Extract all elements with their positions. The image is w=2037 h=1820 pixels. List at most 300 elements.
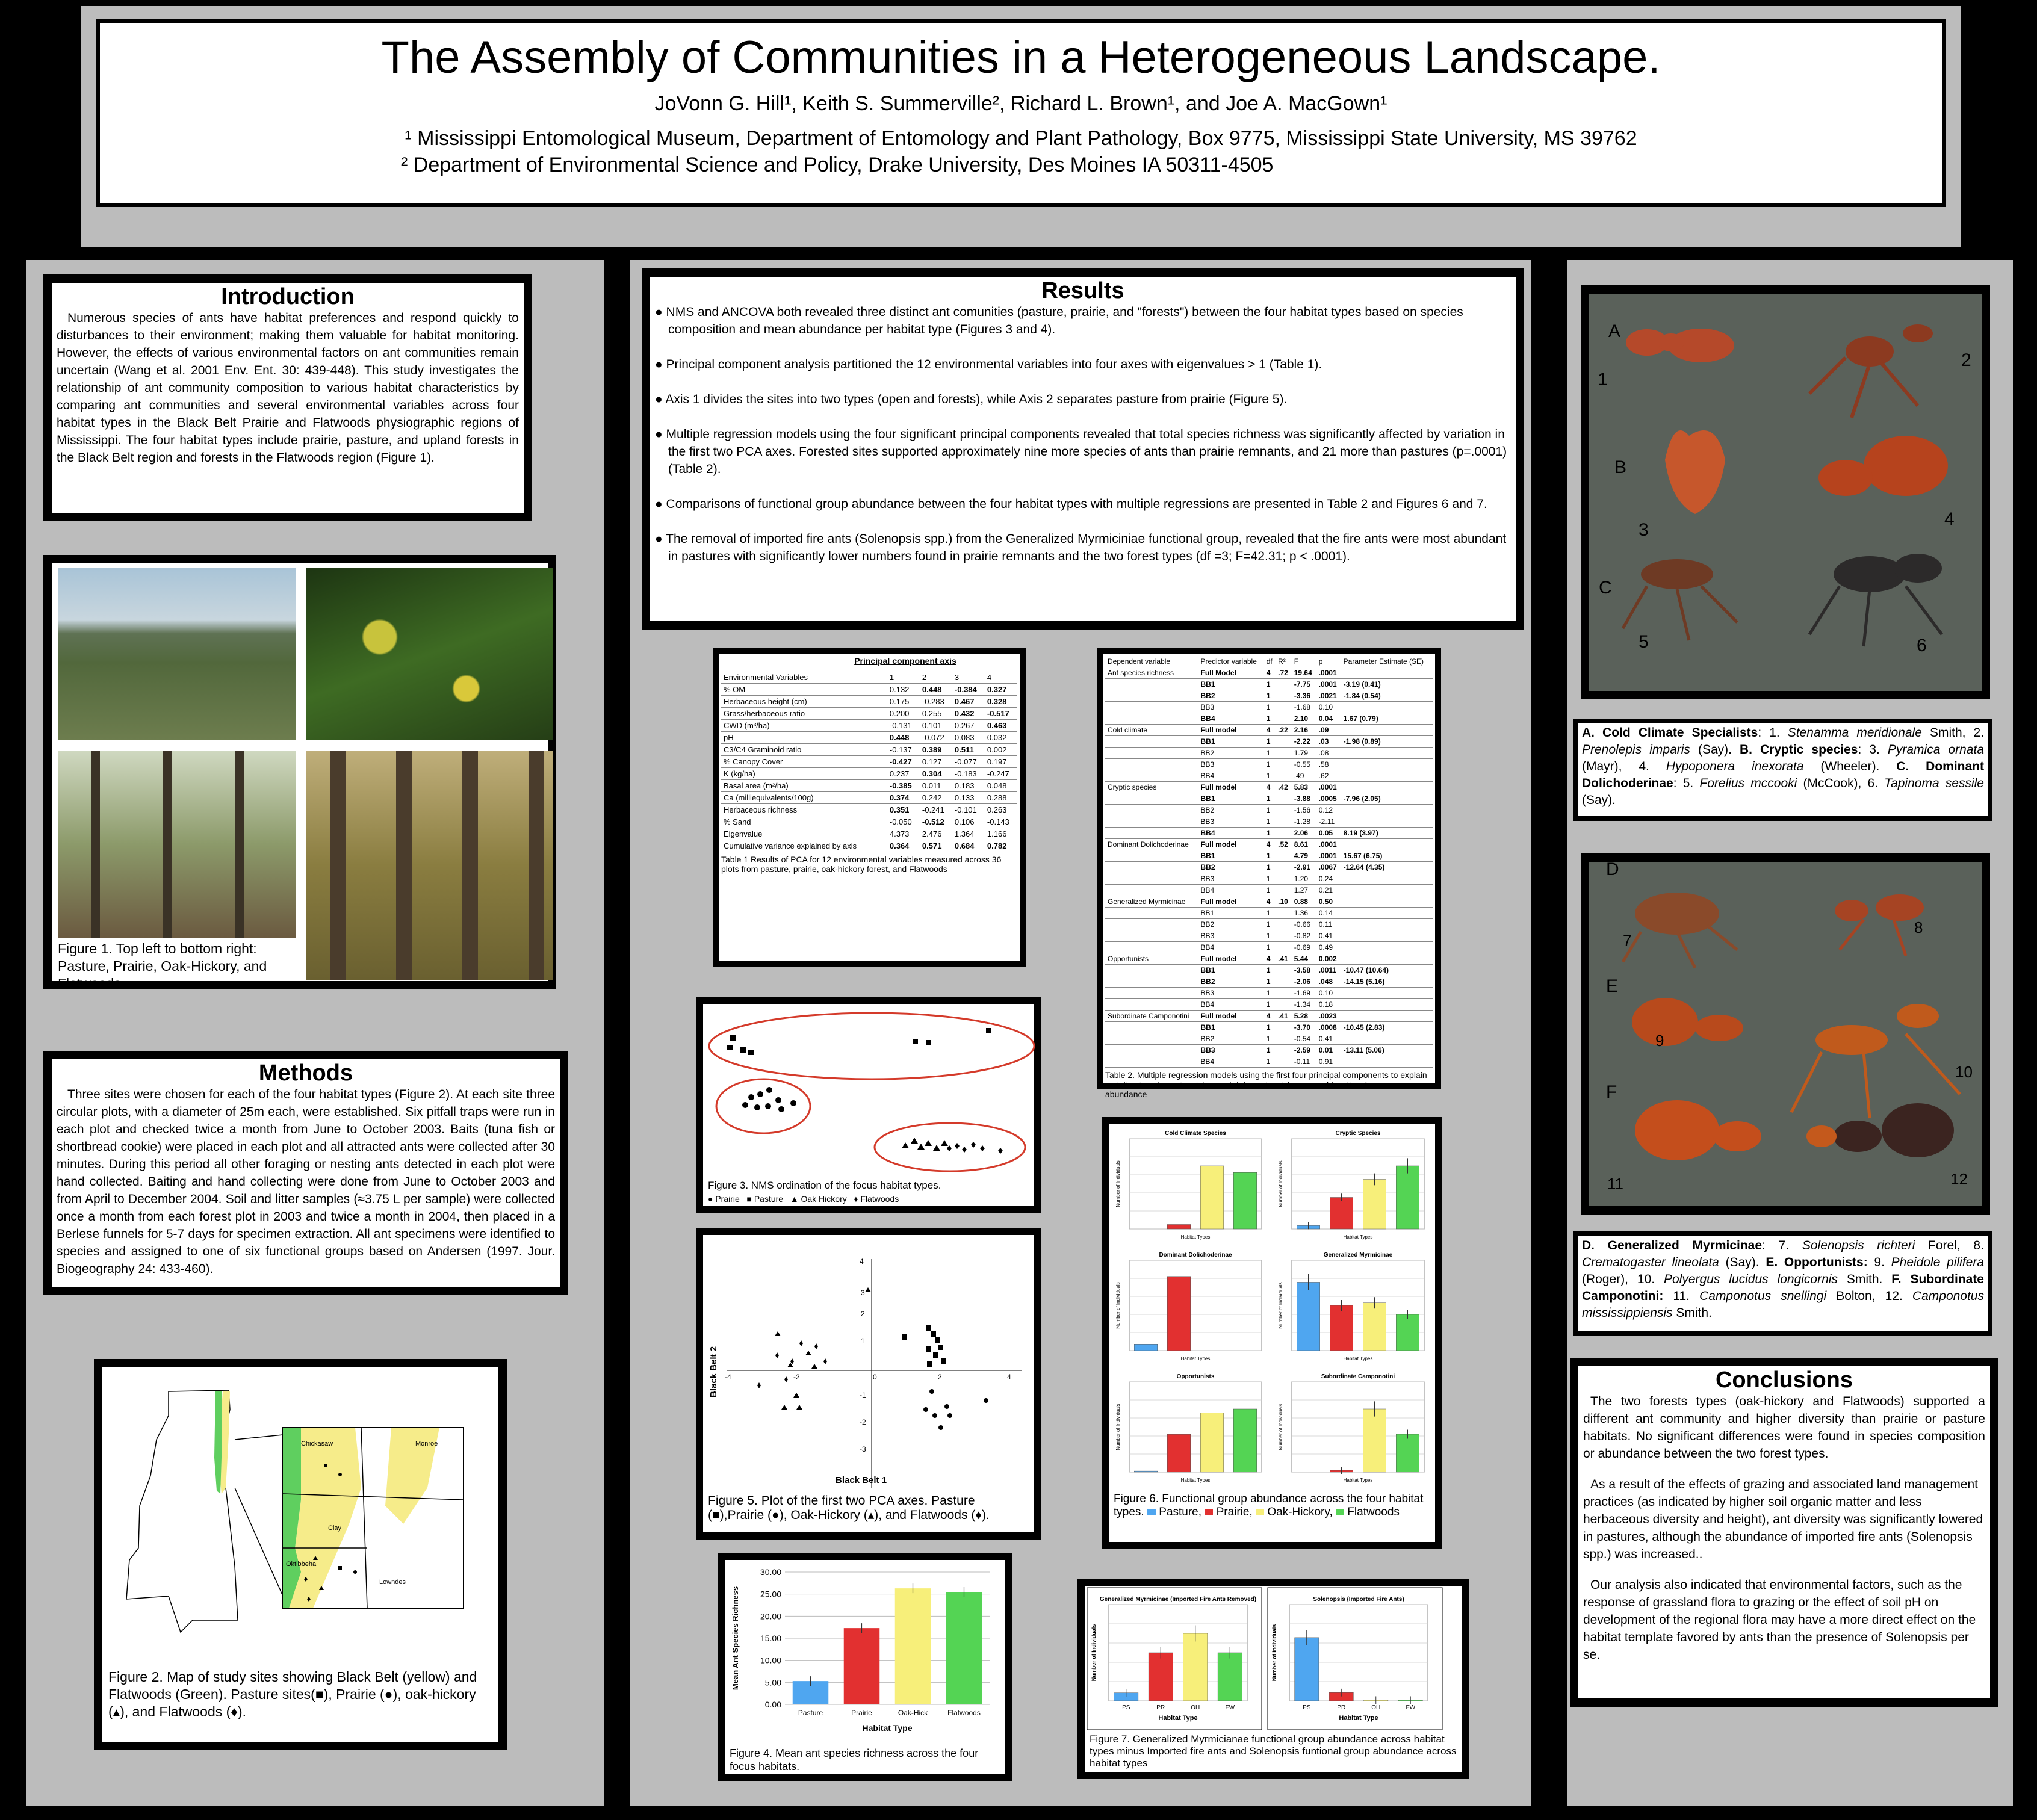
table2-cell: -1.68: [1292, 702, 1316, 713]
header-box: [96, 19, 1946, 207]
plate-b-label-F: F: [1606, 1082, 1617, 1102]
photo-pasture: [58, 568, 296, 740]
axis-ylabel: Number of Individuals: [1115, 1160, 1121, 1207]
table2-cell: Full Model: [1198, 667, 1264, 679]
pca-prairie-points: [923, 1389, 988, 1430]
y-tick-label: 15.00: [760, 1633, 781, 1643]
table2-cell: 0.12: [1316, 805, 1341, 816]
table-row: [1105, 1011, 1433, 1022]
plate-b-label-8: 8: [1914, 918, 1923, 936]
results-bullet-5: ● Comparisons of functional group abundance between the four habitat types with multiple regressions are presented in Table 2 and Figures 6 and 7.: [655, 497, 1487, 511]
table2-dependent: [1105, 759, 1198, 770]
table2-cell: 1: [1264, 679, 1276, 690]
plate-a-label-B: B: [1614, 457, 1627, 477]
table2-cell: [1341, 942, 1433, 953]
table2-cell: .0008: [1316, 1022, 1341, 1033]
table1-cell: 0.389: [920, 744, 952, 756]
table2-cell: BB2: [1198, 1033, 1264, 1045]
table2-cell: [1276, 736, 1292, 748]
tick-label: PS: [1303, 1704, 1311, 1711]
table2-cell: 4: [1264, 953, 1276, 965]
table2-box: [1097, 648, 1441, 1099]
plate-b-label-9: 9: [1655, 1032, 1664, 1050]
table2-cell: -0.66: [1292, 919, 1316, 930]
figure7-caption: Figure 7. Generalized Myrmicianae functional group abundance across habitat types minus Imported fire ants and Solenopsis funtional group abundance across habitat types: [1090, 1733, 1457, 1769]
table2-dependent: [1105, 816, 1198, 828]
table2-cell: -1.69: [1292, 988, 1316, 999]
table1-cell: 4.373: [887, 828, 920, 840]
axis-xlabel: Habitat Types: [1343, 1478, 1373, 1483]
table2-cell: 4: [1264, 782, 1276, 793]
axis-xlabel: Habitat Types: [1180, 1356, 1211, 1361]
table2-cell: 1.36: [1292, 908, 1316, 919]
table1-cell: 0.048: [985, 780, 1017, 792]
axis-ylabel: Number of Individuals: [1115, 1282, 1121, 1329]
table2-cell: [1341, 667, 1433, 679]
table2-cell: 5.44: [1292, 953, 1316, 965]
table2-cell: [1276, 988, 1292, 999]
axis-xlabel: Habitat Types: [1343, 1234, 1373, 1240]
ant-plate-b-specimens: [1581, 853, 1990, 1215]
table2-cell: [1276, 873, 1292, 885]
table2-cell: 1: [1264, 1045, 1276, 1056]
authors: JoVonn G. Hill¹, Keith S. Summerville², Richard L. Brown¹, and Joe A. MacGown¹: [654, 92, 1387, 115]
figure6-legend-pasture: Pasture,: [1159, 1506, 1202, 1518]
county-label-lowndes: Lowndes: [379, 1579, 406, 1586]
table-row: [1105, 908, 1433, 919]
table2-cell: Full model: [1198, 782, 1264, 793]
tick-label: PS: [1122, 1704, 1130, 1711]
plate-a-label-C: C: [1599, 578, 1612, 598]
table-row: [1105, 988, 1433, 999]
table2-cell: [1341, 930, 1433, 942]
table1-cell: Ca (milliequivalents/100g): [721, 792, 887, 804]
table2-cell: .0005: [1316, 793, 1341, 805]
table1-cell: 0.351: [887, 804, 920, 816]
table2-dependent: [1105, 862, 1198, 873]
table2-dependent: [1105, 736, 1198, 748]
table2-cell: 1: [1264, 862, 1276, 873]
svg-text:4: 4: [1007, 1373, 1011, 1381]
table2-dependent: Cold climate: [1105, 725, 1198, 736]
table-row: [721, 804, 1017, 816]
table2-cell: BB4: [1198, 942, 1264, 953]
table2-cell: 1: [1264, 930, 1276, 942]
table2-cell: 4: [1264, 896, 1276, 908]
table2-cell: [1341, 896, 1433, 908]
table1-cell: 0.237: [887, 768, 920, 780]
table2-cell: 0.21: [1316, 885, 1341, 896]
table2-cell: Full model: [1198, 725, 1264, 736]
table-row: [1105, 793, 1433, 805]
table2-cell: 1: [1264, 748, 1276, 759]
table-row: [1105, 999, 1433, 1011]
table2-cell: 0.24: [1316, 873, 1341, 885]
table1-cell: 0.002: [985, 744, 1017, 756]
ant-plate-a: [1581, 285, 1990, 699]
table2-cell: 0.41: [1316, 1033, 1341, 1045]
bar-pr: [1149, 1653, 1173, 1701]
table2-cell: [1276, 919, 1292, 930]
bar-oak-hickory: [1363, 1303, 1386, 1351]
table2-col-header: R²: [1276, 656, 1292, 667]
table-row: [1105, 896, 1433, 908]
bar-prairie: [1167, 1277, 1191, 1351]
svg-text:3: 3: [861, 1289, 865, 1297]
methods-box: [43, 1051, 568, 1295]
table2-cell: 1: [1264, 1033, 1276, 1045]
table2-cell: .08: [1316, 748, 1341, 759]
figure5-ylabel: Black Belt 2: [708, 1346, 719, 1398]
table2-cell: Full model: [1198, 896, 1264, 908]
table2-cell: 0.04: [1316, 713, 1341, 725]
table-row: [721, 768, 1017, 780]
nms-ordination: [703, 1004, 1034, 1178]
table2-cell: BB3: [1198, 930, 1264, 942]
y-tick-label: 25.00: [760, 1589, 781, 1599]
chart-title: Generalized Myrmicinae (Imported Fire Ants Removed): [1099, 1596, 1257, 1603]
results-bullet-1: ● NMS and ANCOVA both revealed three distinct ant comunities (pasture, prairie, and "forests") between the four habitat types based on species composition and mean abundance per habitat type (Figures 3 and 4).: [655, 305, 1463, 336]
table1-cell: 0.684: [952, 840, 985, 852]
figure5-xlabel: Black Belt 1: [836, 1475, 887, 1485]
pasture-cluster-ring: [709, 1013, 1034, 1079]
figure4-ylabel: Mean Ant Species Richness: [731, 1586, 740, 1691]
table1-cell: K (kg/ha): [721, 768, 887, 780]
plate-a-label-3: 3: [1639, 520, 1649, 540]
table-row: [721, 696, 1017, 708]
table1-cell: -0.517: [985, 708, 1017, 720]
table2-cell: [1341, 839, 1433, 850]
table-row: [1105, 839, 1433, 850]
table2-dependent: [1105, 805, 1198, 816]
bar-prairie: [1330, 1305, 1353, 1351]
table1-cell: 0.463: [985, 720, 1017, 732]
table2-dependent: [1105, 828, 1198, 839]
table-row: [1105, 1056, 1433, 1068]
bar-prairie: [1330, 1198, 1353, 1230]
bar-flatwoods: [1396, 1166, 1419, 1229]
table2-cell: -2.11: [1316, 816, 1341, 828]
plate-b-label-7: 7: [1623, 932, 1632, 950]
table2-dependent: [1105, 919, 1198, 930]
chart-title: Cold Climate Species: [1165, 1130, 1226, 1137]
introduction-box: [43, 274, 532, 521]
table2-cell: 1: [1264, 942, 1276, 953]
table2-cell: 1: [1264, 965, 1276, 976]
table2-cell: BB3: [1198, 1045, 1264, 1056]
bar-prairie: [844, 1628, 880, 1704]
richness-chart: [725, 1560, 1005, 1741]
table2-cell: BB4: [1198, 885, 1264, 896]
table-row: [1105, 805, 1433, 816]
table1-cell: % OM: [721, 684, 887, 696]
table1-cell: 0.288: [985, 792, 1017, 804]
table1-cell: -0.143: [985, 816, 1017, 828]
plate-a-label-6: 6: [1917, 636, 1927, 655]
table2-cell: 4.79: [1292, 850, 1316, 862]
introduction-text: Numerous species of ants have habitat preferences and respond quickly to disturbances to their environment; making them valuable for habitat monitoring. However, the effects of various environmental factors on ant communities remain uncertain (Wang et al. 2001 Env. Ent. 30: 439-448). This study investigates the relationship of ant community composition to various habitat characteristics by comparing ant communities and several environmental variables across four habitat types in the Black Belt Prairie and Flatwoods physiographic regions of Mississippi. The four habitat types include prairie, pasture, and upland forests in the Black Belt region and forests in the Flatwoods region (Figure 1).: [57, 311, 519, 465]
table1-cell: 0.432: [952, 708, 985, 720]
table2-cell: [1341, 999, 1433, 1011]
table1-cell: Cumulative variance explained by axis: [721, 840, 887, 852]
table2-dependent: [1105, 942, 1198, 953]
table2-cell: .0001: [1316, 839, 1341, 850]
table1-cell: 0.133: [952, 792, 985, 804]
table2-cell: -14.15 (5.16): [1341, 976, 1433, 988]
table2-cell: BB3: [1198, 702, 1264, 713]
table2-cell: BB4: [1198, 1056, 1264, 1068]
table2-cell: 1: [1264, 988, 1276, 999]
plot-area: [1129, 1260, 1262, 1351]
table1-cell: 0.083: [952, 732, 985, 744]
table2-dependent: Ant species richness: [1105, 667, 1198, 679]
tick-label: FW: [1406, 1704, 1416, 1711]
y-tick-label: 30.00: [760, 1567, 781, 1577]
table1-cell: CWD (m³/ha): [721, 720, 887, 732]
table-row: [1105, 953, 1433, 965]
pca-pasture-points: [902, 1325, 946, 1367]
table2-cell: [1276, 908, 1292, 919]
table2-cell: BB1: [1198, 793, 1264, 805]
table2-cell: -2.59: [1292, 1045, 1316, 1056]
table2-cell: BB3: [1198, 816, 1264, 828]
table2-cell: .72: [1276, 667, 1292, 679]
table-row: [1105, 770, 1433, 782]
table1-header: Principal component axis: [854, 656, 956, 666]
table1-cell: 0.267: [952, 720, 985, 732]
forest-points: [902, 1138, 1003, 1154]
plate-a-label-A: A: [1608, 321, 1621, 341]
table1-cell: 0.328: [985, 696, 1017, 708]
table2-cell: 8.61: [1292, 839, 1316, 850]
table-row: [1105, 930, 1433, 942]
figure6-legend-flatwoods: Flatwoods: [1347, 1506, 1400, 1518]
table-row: [721, 780, 1017, 792]
table2-cell: .0011: [1316, 965, 1341, 976]
figure6-legend-oak-hickory: Oak-Hickory,: [1267, 1506, 1333, 1518]
table1-cell: % Canopy Cover: [721, 756, 887, 768]
table2-cell: 1: [1264, 793, 1276, 805]
affiliation-2: ² Department of Environmental Science and Policy, Drake University, Des Moines IA 50311-4505: [401, 153, 1274, 176]
species-caption-a: [1573, 719, 1992, 821]
table2-cell: 2.06: [1292, 828, 1316, 839]
table2-cell: 15.67 (6.75): [1341, 850, 1433, 862]
table1-cell: -0.137: [887, 744, 920, 756]
table2-cell: -7.75: [1292, 679, 1316, 690]
plate-b-label-12: 12: [1950, 1170, 1968, 1188]
table1-cell: -0.283: [920, 696, 952, 708]
table2-cell: .62: [1316, 770, 1341, 782]
table2-dependent: Cryptic species: [1105, 782, 1198, 793]
table2-cell: .0023: [1316, 1011, 1341, 1022]
table1-cell: -0.131: [887, 720, 920, 732]
table2-cell: [1341, 908, 1433, 919]
figure4-caption: Figure 4. Mean ant species richness across the four focus habitats.: [730, 1747, 979, 1772]
table2-cell: .41: [1276, 1011, 1292, 1022]
table2-cell: -1.28: [1292, 816, 1316, 828]
table1-cell: 0.101: [920, 720, 952, 732]
pca-plot: [703, 1235, 1034, 1494]
table2-cell: 0.05: [1316, 828, 1341, 839]
table2-cell: [1276, 930, 1292, 942]
table-row: [1105, 828, 1433, 839]
table2-dependent: [1105, 793, 1198, 805]
table-row: [721, 840, 1017, 852]
table-row: [1105, 1022, 1433, 1033]
table2-cell: 4: [1264, 725, 1276, 736]
table-row: [721, 732, 1017, 744]
table2-cell: .09: [1316, 725, 1341, 736]
table2-cell: -10.47 (10.64): [1341, 965, 1433, 976]
conclusions-paragraph-3: Our analysis also indicated that environmental factors, such as the response of grassland flora to grazing or the effect of soil pH on development of the regional flora may have a more direct effect on the habitat template favored by ants than the presence of Solenopsis per se.: [1583, 1578, 1976, 1662]
table2-cell: 19.64: [1292, 667, 1316, 679]
chart-title: Opportunists: [1176, 1373, 1215, 1380]
table2-dependent: [1105, 999, 1198, 1011]
table2-cell: 1.27: [1292, 885, 1316, 896]
table2-cell: .58: [1316, 759, 1341, 770]
table2-cell: [1341, 782, 1433, 793]
table2-col-header: Parameter Estimate (SE): [1341, 656, 1433, 667]
table2-cell: 1.20: [1292, 873, 1316, 885]
table2-cell: [1341, 919, 1433, 930]
table2-cell: 1: [1264, 690, 1276, 702]
table2-cell: BB2: [1198, 690, 1264, 702]
svg-text:2: 2: [938, 1373, 942, 1381]
county-label-clay: Clay: [328, 1524, 342, 1532]
table2-cell: BB4: [1198, 713, 1264, 725]
results-box: [642, 268, 1524, 630]
table1-cell: -0.101: [952, 804, 985, 816]
plate-b-label-D: D: [1606, 859, 1619, 879]
table2-col-header: df: [1264, 656, 1276, 667]
table2-cell: BB1: [1198, 850, 1264, 862]
svg-text:0: 0: [873, 1373, 877, 1381]
plate-a-label-1: 1: [1598, 370, 1608, 389]
table2-dependent: [1105, 850, 1198, 862]
svg-text:1: 1: [861, 1337, 865, 1345]
bar-oak-hick: [895, 1588, 931, 1704]
table2-cell: 1.79: [1292, 748, 1316, 759]
table2-cell: -0.11: [1292, 1056, 1316, 1068]
table2-cell: [1276, 965, 1292, 976]
table2-cell: 1: [1264, 885, 1276, 896]
plate-a-label-2: 2: [1961, 350, 1971, 370]
table-row: [1105, 782, 1433, 793]
svg-text:2: 2: [861, 1310, 865, 1318]
table2-cell: .0001: [1316, 667, 1341, 679]
table2-cell: BB4: [1198, 999, 1264, 1011]
conclusions-title: Conclusions: [1715, 1367, 1853, 1393]
table2-cell: 1: [1264, 976, 1276, 988]
table2-cell: -1.34: [1292, 999, 1316, 1011]
table2-cell: -12.64 (4.35): [1341, 862, 1433, 873]
results-bullet-2: ● Principal component analysis partitioned the 12 environmental variables into four axes with eigenvalues > 1 (Table 1).: [655, 358, 1322, 371]
table2-cell: BB1: [1198, 908, 1264, 919]
figure7-ylabel: Number of Individuals: [1271, 1624, 1277, 1682]
table1-col-header: 1: [887, 672, 920, 684]
y-tick-label: 10.00: [760, 1655, 781, 1665]
figure1-caption: Figure 1. Top left to bottom right: Pasture, Prairie, Oak-Hickory, and Flatwoods.: [58, 941, 267, 991]
table2-cell: 5.28: [1292, 1011, 1316, 1022]
table1-cell: -0.512: [920, 816, 952, 828]
table1-col-header: 4: [985, 672, 1017, 684]
table-row: [1105, 976, 1433, 988]
table2-cell: 1.67 (0.79): [1341, 713, 1433, 725]
table2-cell: 1: [1264, 805, 1276, 816]
table1-caption: Table 1 Results of PCA for 12 environmental variables measured across 36 plots from pasture, prairie, oak-hickory forest, and Flatwoods: [721, 855, 1002, 874]
table2-cell: -1.84 (0.54): [1341, 690, 1433, 702]
table1-col-header: 3: [952, 672, 985, 684]
table2-cell: BB2: [1198, 919, 1264, 930]
table2-col-header: Predictor variable: [1198, 656, 1264, 667]
figure3-caption: Figure 3. NMS ordination of the focus habitat types.: [708, 1180, 941, 1191]
table2-cell: 8.19 (3.97): [1341, 828, 1433, 839]
table1-cell: 0.175: [887, 696, 920, 708]
table2-dependent: Generalized Myrmicinae: [1105, 896, 1198, 908]
plate-a-label-4: 4: [1944, 509, 1955, 529]
table-row: [721, 816, 1017, 828]
table2-dependent: [1105, 976, 1198, 988]
table2-cell: [1341, 885, 1433, 896]
prairie-cluster-ring: [716, 1079, 810, 1133]
table1-cell: 1.364: [952, 828, 985, 840]
table-row: [1105, 1033, 1433, 1045]
table2-cell: 0.01: [1316, 1045, 1341, 1056]
table2-dependent: [1105, 965, 1198, 976]
table2-cell: 1: [1264, 770, 1276, 782]
table1-cell: -0.385: [887, 780, 920, 792]
table1-cell: -0.183: [952, 768, 985, 780]
table2-dependent: [1105, 873, 1198, 885]
table2-dependent: [1105, 988, 1198, 999]
bar-oak-hickory: [1363, 1409, 1386, 1472]
table2-cell: Full model: [1198, 1011, 1264, 1022]
myrmicinae-charts: [1085, 1586, 1462, 1731]
results-bullet-3: ● Axis 1 divides the sites into two types (open and forests), while Axis 2 separates pasture from prairie (Figure 5).: [655, 392, 1288, 406]
table1-cell: pH: [721, 732, 887, 744]
table1-col-header: Environmental Variables: [721, 672, 887, 684]
table2-cell: [1341, 953, 1433, 965]
figure1-box: [43, 555, 556, 989]
county-label-oktibbeha: Oktibbeha: [286, 1561, 317, 1568]
table2-cell: 1: [1264, 1022, 1276, 1033]
species-caption-b: [1573, 1231, 1992, 1336]
table2-header-row: [1105, 656, 1433, 667]
table2-cell: 0.14: [1316, 908, 1341, 919]
table1-cell: Herbaceous height (cm): [721, 696, 887, 708]
table2-cell: 4: [1264, 667, 1276, 679]
table1-cell: 0.106: [952, 816, 985, 828]
table2-cell: 0.49: [1316, 942, 1341, 953]
table2-cell: -1.56: [1292, 805, 1316, 816]
table2-dependent: Dominant Dolichoderinae: [1105, 839, 1198, 850]
table2-cell: [1276, 1045, 1292, 1056]
figure4-box: [718, 1553, 1012, 1781]
table1-cell: -0.050: [887, 816, 920, 828]
table-row: [1105, 713, 1433, 725]
table1-cell: 0.448: [920, 684, 952, 696]
y-tick-label: 20.00: [760, 1611, 781, 1621]
table-row: [1105, 736, 1433, 748]
table2-cell: [1276, 759, 1292, 770]
table2-cell: 2.16: [1292, 725, 1316, 736]
table2-dependent: Subordinate Camponotini: [1105, 1011, 1198, 1022]
table2-dependent: [1105, 748, 1198, 759]
chart-title: Generalized Myrmicinae: [1323, 1252, 1393, 1258]
table-row: [1105, 862, 1433, 873]
axis-ylabel: Number of Individuals: [1278, 1160, 1283, 1207]
table-row: [721, 756, 1017, 768]
